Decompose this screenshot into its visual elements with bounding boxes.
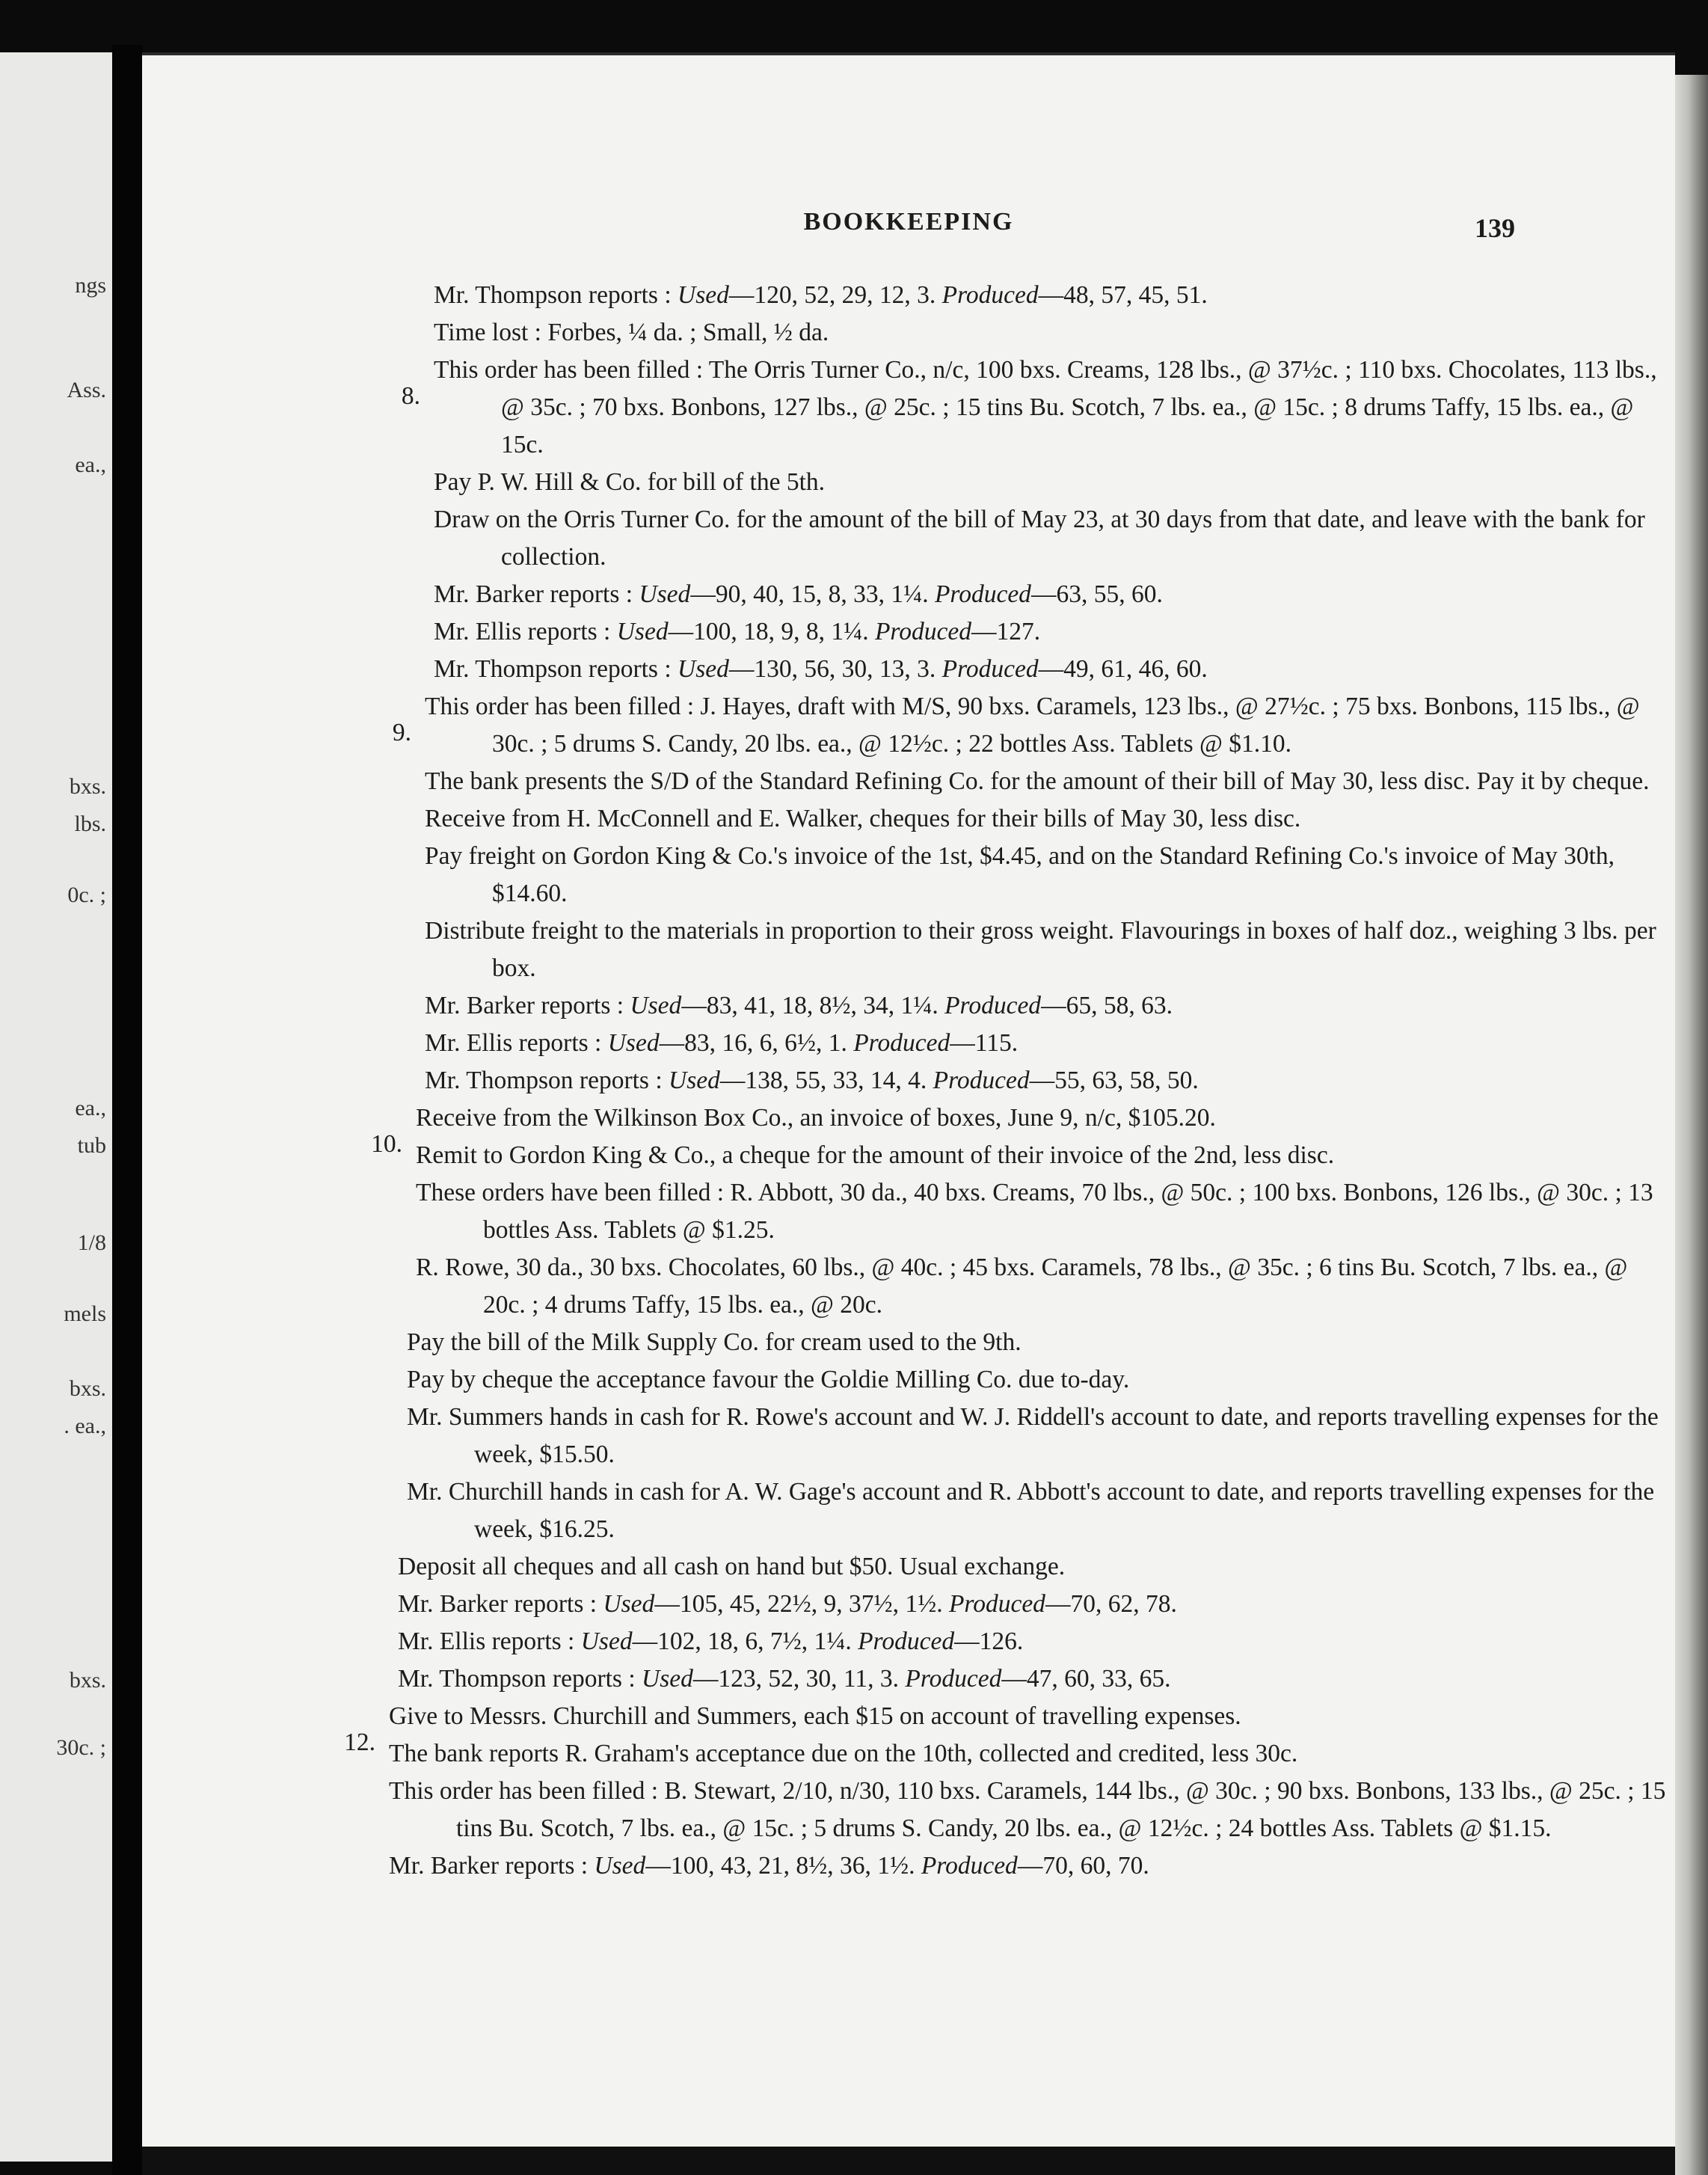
entry-paragraph [416, 1249, 1675, 1324]
facing-page-fragment: ngs [75, 273, 106, 298]
italic-term: Used [607, 1029, 660, 1057]
entry-text: Pay the bill of the Milk Supply Co. for cream used to the 9th. [407, 1328, 1022, 1356]
entry-paragraph [407, 1473, 1675, 1548]
entry-paragraph [398, 1623, 1675, 1660]
entry-text: —130, 56, 30, 13, 3. [728, 655, 942, 683]
entry-text: Remit to Gordon King & Co., a cheque for the amount of their invoice of the 2nd, less disc. [416, 1141, 1335, 1169]
entry-paragraph [407, 1324, 1675, 1361]
italic-term: Used [580, 1628, 633, 1655]
entry-number: 8. [401, 382, 420, 410]
italic-term: Produced [934, 580, 1031, 608]
scan-bottom-edge [142, 2147, 1675, 2175]
entry-text: —123, 52, 30, 11, 3. [692, 1665, 906, 1693]
entry-text: These orders have been filled : R. Abbott, 30 da., 40 bxs. Creams, 70 lbs., @ 50c. ; 100 bxs. Bonbons, 126 lbs., @ 30c. ; 13 bottles Ass. Tablets @ $1.25. [416, 1179, 1653, 1244]
entry-text: —105, 45, 22½, 9, 37½, 1½. [654, 1590, 949, 1618]
italic-term: Used [594, 1852, 646, 1880]
italic-term: Produced [948, 1590, 1045, 1618]
entry-paragraph [389, 1735, 1675, 1773]
entry-paragraph [398, 1660, 1675, 1698]
italic-term: Used [669, 1067, 720, 1094]
entry-text: Mr. Ellis reports : [425, 1029, 608, 1057]
entry-text: —126. [954, 1628, 1024, 1655]
entry-text: Give to Messrs. Churchill and Summers, each $15 on account of travelling expenses. [389, 1702, 1241, 1730]
running-head: BOOKKEEPING [803, 208, 1014, 236]
numbered-entry [401, 352, 1675, 464]
italic-term: Used [630, 992, 682, 1019]
entry-paragraph [434, 464, 1675, 501]
entry-text: —102, 18, 6, 7½, 1¼. [632, 1628, 858, 1655]
facing-page-fragment: bxs. [69, 774, 106, 799]
italic-term: Produced [905, 1665, 1002, 1693]
entry-paragraph [416, 1137, 1675, 1174]
entry-paragraph [398, 1586, 1675, 1623]
entry-text: Receive from the Wilkinson Box Co., an invoice of boxes, June 9, n/c, $105.20. [416, 1104, 1216, 1132]
italic-term: Produced [921, 1852, 1018, 1880]
entry-paragraph [425, 763, 1675, 800]
entry-number: 12. [344, 1728, 375, 1756]
entry-text: This order has been filled : J. Hayes, draft with M/S, 90 bxs. Caramels, 123 lbs., @ 27½c. ; 75 bxs. Bonbons, 115 lbs., @ 30c. ; 5 drums S. Candy, 20 lbs. ea., @ 12½c. ; 22 bottles Ass. Tablets @ $1.10. [425, 693, 1640, 758]
entry-text: Deposit all cheques and all cash on hand but $50. Usual exchange. [398, 1553, 1066, 1580]
entry-text: Mr. Thompson reports : [434, 655, 678, 683]
entry-text: Pay freight on Gordon King & Co.'s invoice of the 1st, $4.45, and on the Standard Refining Co.'s invoice of May 30th, $14.60. [425, 842, 1615, 907]
italic-term: Used [603, 1590, 655, 1618]
entry-paragraph [407, 1399, 1675, 1473]
entry-text: —100, 18, 9, 8, 1¼. [668, 618, 875, 645]
entry-paragraph [434, 314, 1675, 352]
facing-page-fragment: . ea., [64, 1414, 106, 1438]
entry-paragraph [398, 1548, 1675, 1586]
entry-paragraph [416, 1174, 1675, 1249]
facing-page-fragment: 30c. ; [56, 1735, 106, 1760]
entry-text: The bank presents the S/D of the Standard Refining Co. for the amount of their bill of May 30, less disc. Pay it by cheque. [425, 767, 1650, 795]
entry-text: —127. [971, 618, 1041, 645]
entry-text: —90, 40, 15, 8, 33, 1¼. [690, 580, 935, 608]
entry-text: —55, 63, 58, 50. [1029, 1067, 1199, 1094]
entry-text: —63, 55, 60. [1030, 580, 1163, 608]
entry-paragraph [434, 576, 1675, 613]
entry-text: Draw on the Orris Turner Co. for the amount of the bill of May 23, at 30 days from that date, and leave with the bank for collection. [434, 506, 1645, 571]
entry-text: Receive from H. McConnell and E. Walker, cheques for their bills of May 30, less disc. [425, 805, 1301, 832]
facing-page-fragment: lbs. [74, 812, 106, 836]
entry-paragraph [425, 987, 1675, 1025]
entry-paragraph [425, 912, 1675, 987]
entry-paragraph [434, 613, 1675, 651]
page-body [284, 277, 1675, 1885]
italic-term: Produced [941, 655, 1039, 683]
entry-text: —115. [950, 1029, 1019, 1057]
facing-page-fragment: Ass. [67, 378, 106, 402]
entry-text: —138, 55, 33, 14, 4. [719, 1067, 933, 1094]
page-stack-edge [1675, 75, 1708, 2175]
entry-paragraph [425, 800, 1675, 838]
facing-page-fragment: ea., [75, 453, 106, 477]
numbered-entry [392, 688, 1675, 763]
italic-term: Produced [874, 618, 971, 645]
entry-text: —83, 41, 18, 8½, 34, 1¼. [681, 992, 945, 1019]
facing-page-fragment: 0c. ; [67, 883, 106, 907]
entry-paragraph [425, 1062, 1675, 1099]
entry-paragraph [407, 1361, 1675, 1399]
entry-text: —48, 57, 45, 51. [1038, 281, 1208, 309]
entry-text: R. Rowe, 30 da., 30 bxs. Chocolates, 60 lbs., @ 40c. ; 45 bxs. Caramels, 78 lbs., @ 35c. ; 6 tins Bu. Scotch, 7 lbs. ea., @ 20c. ; 4 drums Taffy, 15 lbs. ea., @ 20c. [416, 1254, 1628, 1319]
italic-term: Produced [944, 992, 1042, 1019]
book-page [142, 52, 1675, 2150]
entry-paragraph [434, 651, 1675, 688]
italic-term: Used [616, 618, 669, 645]
facing-page-fragment: bxs. [69, 1668, 106, 1693]
entry-text: Mr. Summers hands in cash for R. Rowe's account and W. J. Riddell's account to date, and reports travelling expenses for the week, $15.50. [407, 1403, 1659, 1468]
entry-paragraph [389, 1773, 1675, 1847]
italic-term: Produced [858, 1628, 955, 1655]
entry-text: —70, 60, 70. [1017, 1852, 1149, 1880]
italic-term: Produced [933, 1067, 1030, 1094]
facing-page-fragment: bxs. [69, 1376, 106, 1401]
entry-text: Mr. Ellis reports : [434, 618, 617, 645]
entry-text: The bank reports R. Graham's acceptance due on the 10th, collected and credited, less 30c. [389, 1740, 1298, 1767]
entry-text: Mr. Barker reports : [434, 580, 639, 608]
entry-text: Mr. Barker reports : [425, 992, 630, 1019]
entry-text: —65, 58, 63. [1041, 992, 1173, 1019]
facing-page-fragment: ea., [75, 1096, 106, 1120]
italic-term: Used [642, 1665, 693, 1693]
entry-text: —120, 52, 29, 12, 3. [728, 281, 942, 309]
entry-paragraph [389, 1847, 1675, 1885]
italic-term: Produced [853, 1029, 950, 1057]
entry-text: Mr. Thompson reports : [434, 281, 678, 309]
facing-page-edge [0, 52, 112, 2162]
entry-text: Mr. Barker reports : [398, 1590, 603, 1618]
italic-term: Used [678, 281, 729, 309]
entry-text: Pay P. W. Hill & Co. for bill of the 5th. [434, 468, 825, 496]
italic-term: Produced [941, 281, 1039, 309]
entry-text: Time lost : Forbes, ¼ da. ; Small, ½ da. [434, 319, 829, 346]
italic-term: Used [678, 655, 729, 683]
entry-text: —70, 62, 78. [1045, 1590, 1177, 1618]
entry-text: —49, 61, 46, 60. [1038, 655, 1208, 683]
italic-term: Used [639, 580, 691, 608]
facing-page-fragment: mels [64, 1301, 106, 1326]
entry-number: 10. [371, 1130, 402, 1158]
entry-paragraph [425, 838, 1675, 912]
entry-text: Mr. Thompson reports : [398, 1665, 642, 1693]
entry-text: This order has been filled : B. Stewart, 2/10, n/30, 110 bxs. Caramels, 144 lbs., @ 30c. ; 90 bxs. Bonbons, 133 lbs., @ 25c. ; 15 tins Bu. Scotch, 7 lbs. ea., @ 15c. ; 5 drums S. Candy, 20 lbs. ea., @ 12½c. ; 24 bottles Ass. Tablets @ $1.15. [389, 1777, 1666, 1842]
entry-text: —83, 16, 6, 6½, 1. [659, 1029, 854, 1057]
facing-page-fragment: 1/8 [77, 1230, 106, 1255]
entry-paragraph [434, 277, 1675, 314]
entry-text: Mr. Barker reports : [389, 1852, 595, 1880]
page-number: 139 [1475, 213, 1515, 243]
entry-text: Pay by cheque the acceptance favour the Goldie Milling Co. due to-day. [407, 1366, 1130, 1393]
book-gutter [112, 45, 142, 2175]
facing-page-fragment: tub [77, 1133, 106, 1158]
entry-text: Mr. Thompson reports : [425, 1067, 669, 1094]
entry-paragraph [425, 1025, 1675, 1062]
entry-text: —47, 60, 33, 65. [1001, 1665, 1171, 1693]
entry-text: This order has been filled : The Orris Turner Co., n/c, 100 bxs. Creams, 128 lbs., @ 37½c. ; 110 bxs. Chocolates, 113 lbs., @ 35c. ; 70 bxs. Bonbons, 127 lbs., @ 25c. ; 15 tins Bu. Scotch, 7 lbs. ea., @ 15c. ; 8 drums Taffy, 15 lbs. ea., @ 15c. [434, 356, 1657, 458]
entry-paragraph [434, 501, 1675, 576]
entry-number: 9. [392, 719, 411, 746]
entry-text: —100, 43, 21, 8½, 36, 1½. [645, 1852, 921, 1880]
entry-text: Distribute freight to the materials in proportion to their gross weight. Flavourings in boxes of half doz., weighing 3 lbs. per box. [425, 917, 1656, 982]
entry-text: Mr. Churchill hands in cash for A. W. Gage's account and R. Abbott's account to date, and reports travelling expenses for the week, $16.25. [407, 1478, 1655, 1543]
entry-text: Mr. Ellis reports : [398, 1628, 581, 1655]
